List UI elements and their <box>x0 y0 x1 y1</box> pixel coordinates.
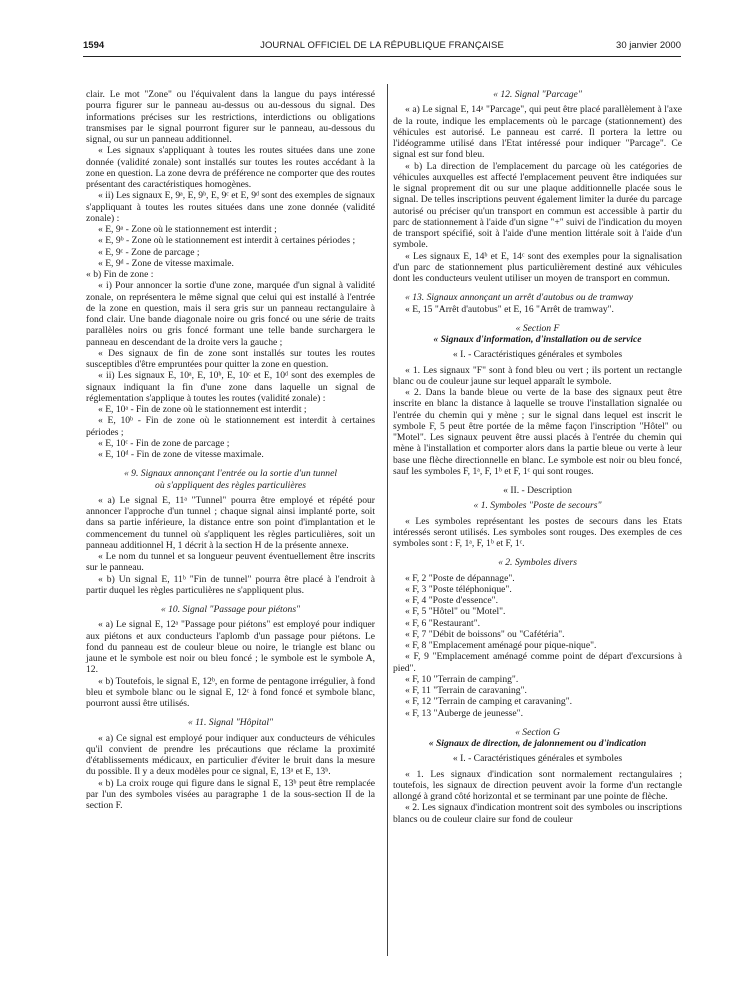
section-f-part-1: « I. - Caractéristiques générales et symboles <box>452 349 623 361</box>
paragraph: « Les signaux s'appliquant à toutes les routes situées dans une zone donnée (validité zonale) sont installés sur toutes les routes accédant à la zone en question. La zone devra de préférence ne comporter que des routes présentant des caractéristiques homogènes. <box>86 145 375 190</box>
list-item: « F, 7 "Débit de boissons" ou "Cafétéria". <box>405 628 565 640</box>
section-f-title: « Section F <box>515 322 560 334</box>
subsection-heading: « 1. Symboles "Poste de secours" <box>473 500 602 512</box>
section-heading: « 9. Signaux annonçant l'entrée ou la sortie d'un tunnel <box>123 468 337 480</box>
symbols-list <box>393 573 682 719</box>
paragraph: « Les signaux E, 14ᵇ et E, 14ᶜ sont des exemples pour la signalisation d'un parc de stationnement plus particulièrement destiné aux véhicules dont les conducteurs veulent utiliser un moyen de transport en commun. <box>393 250 682 284</box>
list-item: « F, 3 "Poste téléphonique". <box>405 583 512 595</box>
page-header <box>83 40 681 54</box>
list-item: « F, 11 "Terrain de caravaning". <box>405 685 527 696</box>
left-column <box>86 89 375 811</box>
column-divider <box>387 84 388 956</box>
paragraph: « ii) Les signaux E, 9ᵃ, E, 9ᵇ, E, 9ᶜ et E, 9ᵈ sont des exemples de signaux s'appliquant à toutes les routes situées dans une zone donnée (validité zonale) : <box>86 190 375 224</box>
subsection-heading: « b) Fin de zone : <box>86 269 154 280</box>
list-item: « E, 9ᵃ - Zone où le stationnement est interdit ; <box>98 224 277 235</box>
paragraph: « Les symboles représentant les postes de secours dans les Etats intéressés seront utilisés. Les symboles sont rouges. Des exemples de ces symboles sont : F, 1ᵃ, F, 1ᵇ et F, 1ᶜ. <box>393 515 682 549</box>
paragraph: « a) Le signal E, 11ᵃ "Tunnel" pourra être employé et répété pour annoncer l'approche d'un tunnel ; chaque signal ainsi implanté porte, soit dans sa partie inférieure, la distance entre son point d'implantation et le commencement du tunnel où s'appliquent les règles particulières, soit un panneau additionnel H, 1 décrit à la section H de la présente annexe. <box>86 494 375 551</box>
header-rule <box>83 56 681 57</box>
list-item: « F, 6 "Restaurant". <box>405 617 481 629</box>
list-item: « E, 10ᶜ - Fin de zone de parcage ; <box>98 437 230 449</box>
section-g-title: « Section G <box>515 726 560 738</box>
list-item: « E, 9ᵈ - Zone de vitesse maximale. <box>98 257 234 269</box>
list-item: « F, 4 "Poste d'essence". <box>405 595 498 606</box>
paragraph: « E, 15 "Arrêt d'autobus" et E, 16 "Arrêt de tramway". <box>405 303 614 315</box>
paragraph: « a) Ce signal est employé pour indiquer aux conducteurs de véhicules qu'il convient de prendre les précautions que réclame la proximité d'établissements médicaux, en particulier d'éviter le bruit dans la mesure du possible. Il y a deux modèles pour ce signal, E, 13ᵃ et E, 13ᵇ. <box>86 732 375 778</box>
paragraph: « a) Le signal E, 14ᵃ "Parcage", qui peut être placé parallèlement à l'axe de la route, indique les emplacements où le parcage (stationnement) des véhicules est autorisé. Le panneau est carré. Il portera la lettre ou l'idéogramme utilisé dans l'Etat intéressé pour indiquer "Parcage". Ce signal est sur fond bleu. <box>393 104 682 161</box>
section-heading: « 10. Signal "Passage pour piétons" <box>160 604 301 615</box>
list-item: « F, 12 "Terrain de camping et caravaning". <box>405 696 573 708</box>
paragraph: « Le nom du tunnel et sa longueur peuvent éventuellement être inscrits sur le panneau. <box>86 551 375 574</box>
section-f-subtitle: « Signaux d'information, d'installation ou de service <box>433 334 642 345</box>
page-number: 1594 <box>83 40 105 51</box>
list-item: « E, 10ᵇ - Fin de zone où le stationnement est interdit à certaines périodes ; <box>86 415 375 438</box>
paragraph: « b) La croix rouge qui figure dans le signal E, 13ᵇ peut être remplacée par l'un des symboles visées au paragraphe 1 de la sous-section II de la section F. <box>86 777 375 811</box>
list-item: « E, 9ᶜ - Zone de parcage ; <box>98 246 200 258</box>
list-item: « F, 2 "Poste de dépannage". <box>405 572 515 584</box>
paragraph: « b) Toutefois, le signal E, 12ᵇ, en forme de pentagone irrégulier, à fond bleu et symbole blanc ou le signal E, 12ᶜ à fond foncé et symbole blanc, pourront aussi être utilisés. <box>86 675 375 709</box>
right-column <box>393 89 682 825</box>
paragraph: « 1. Les signaux d'indication sont normalement rectangulaires ; toutefois, les signaux de direction peuvent avoir la forme d'un rectangle allongé à grand côté horizontal et se terminant par une pointe de flèche. <box>393 768 682 802</box>
list-item: « F, 5 "Hôtel" ou "Motel". <box>405 606 506 618</box>
paragraph: clair. Le mot "Zone" ou l'équivalent dans la langue du pays intéressé pourra figurer sur le panneau au-dessus ou au-dessous du signal. Des informations précises sur les restrictions, interdictions ou obligations transmises par le signal pourront figurer sur le panneau, au-dessous du signal, ou sur un panneau additionnel. <box>86 89 375 145</box>
paragraph: « a) Le signal E, 12ᵃ "Passage pour piétons" est employé pour indiquer aux piétons et aux conducteurs l'aplomb d'un passage pour piétons. Le fond du panneau est de couleur bleue ou noire, le triangle est blanc ou jaune et le symbole est noir ou bleu foncé ; le symbole est le symbole A, 12. <box>86 619 375 676</box>
section-f-part-2: « II. - Description <box>503 485 572 496</box>
list-item: « E, 10ᵃ - Fin de zone où le stationnement est interdit ; <box>98 404 307 415</box>
paragraph: « 2. Les signaux d'indication montrent soit des symboles ou inscriptions blancs ou de couleur claire sur fond de couleur <box>393 802 682 825</box>
list-item: « E, 9ᵇ - Zone où le stationnement est interdit à certaines périodes ; <box>98 235 356 247</box>
paragraph: « 1. Les signaux "F" sont à fond bleu ou vert ; ils portent un rectangle blanc ou de couleur jaune sur lequel apparaît le symbole. <box>393 364 682 387</box>
paragraph: « b) La direction de l'emplacement du parcage où les catégories de véhicules auxquelles est affecté l'emplacement peuvent être indiquées sur le signal proprement dit ou sur une plaque additionnelle placée sous le signal. De telles inscriptions peuvent également limiter la durée du parcage autorisé ou préciser qu'un transport en commun est accessible à partir du parc de stationnement à l'aide d'un signe "+" suivi de l'indication du moyen de transport spécifié, soit à l'aide d'une mention littérale soit à l'aide d'un symbole. <box>393 160 682 251</box>
section-heading: « 11. Signal "Hôpital" <box>187 717 274 729</box>
list-item: « F, 10 "Terrain de camping". <box>405 673 519 685</box>
paragraph: « Des signaux de fin de zone sont installés sur toutes les routes susceptibles d'être empruntées pour quitter la zone en question. <box>86 347 375 370</box>
section-g-part-1: « I. - Caractéristiques générales et symboles <box>452 753 623 765</box>
issue-date: 30 janvier 2000 <box>616 40 681 51</box>
section-g-subtitle: « Signaux de direction, de jalonnement ou d'indication <box>428 738 647 749</box>
section-heading: « 13. Signaux annonçant un arrêt d'autobus ou de tramway <box>405 292 634 304</box>
section-heading-line2: où s'appliquent des règles particulières <box>155 479 306 491</box>
subsection-heading: « 2. Symboles divers <box>498 557 577 569</box>
list-item: « E, 10ᵈ - Fin de zone de vitesse maximale. <box>98 449 264 460</box>
list-item: « F, 9 "Emplacement aménagé comme point de départ d'excursions à pied". <box>393 651 682 674</box>
journal-title: JOURNAL OFFICIEL DE LA RÉPUBLIQUE FRANÇAISE <box>260 40 504 51</box>
section-heading: « 12. Signal "Parcage" <box>493 89 582 100</box>
list-item: « F, 8 "Emplacement aménagé pour pique-nique". <box>405 640 597 651</box>
paragraph: « ii) Les signaux E, 10ᵃ, E, 10ᵇ, E, 10ᶜ et E, 10ᵈ sont des exemples de signaux indiquant la fin d'une zone dans laquelle un signal de réglementation s'applique à toutes les routes (validité zonale) : <box>86 370 375 404</box>
paragraph: « b) Un signal E, 11ᵇ "Fin de tunnel" pourra être placé à l'endroit à partir duquel les règles particulières ne s'appliquent plus. <box>86 573 375 596</box>
paragraph: « 2. Dans la bande bleue ou verte de la base des signaux peut être inscrite en blanc la distance à laquelle se trouve l'installation signalée ou l'entrée du chemin qui y mène ; sur le signal dans lequel est inscrit le symbole F, 5 peut être portée de la même façon l'inscription "Hôtel" ou "Motel". Les signaux peuvent être aussi placés à l'entrée du chemin qui mène à l'installation et comporter alors dans la partie bleue ou verte à leur base une flèche directionnelle en blanc. Le symbole est noir ou bleu foncé, sauf les symboles F, 1ᵃ, F, 1ᵇ et F, 1ᶜ qui sont rouges. <box>393 387 682 477</box>
paragraph: « i) Pour annoncer la sortie d'une zone, marquée d'un signal à validité zonale, on représentera le même signal que celui qui est installé à l'entrée de la zone en question, mais il sera gris sur un panneau rectangulaire à fond clair. Une bande diagonale noire ou gris foncé ou une série de traits parallèles noirs ou gris foncé formant une telle bande surchargera le panneau en descendant de la droite vers la gauche ; <box>86 280 375 348</box>
list-item: « F, 13 "Auberge de jeunesse". <box>405 707 523 719</box>
